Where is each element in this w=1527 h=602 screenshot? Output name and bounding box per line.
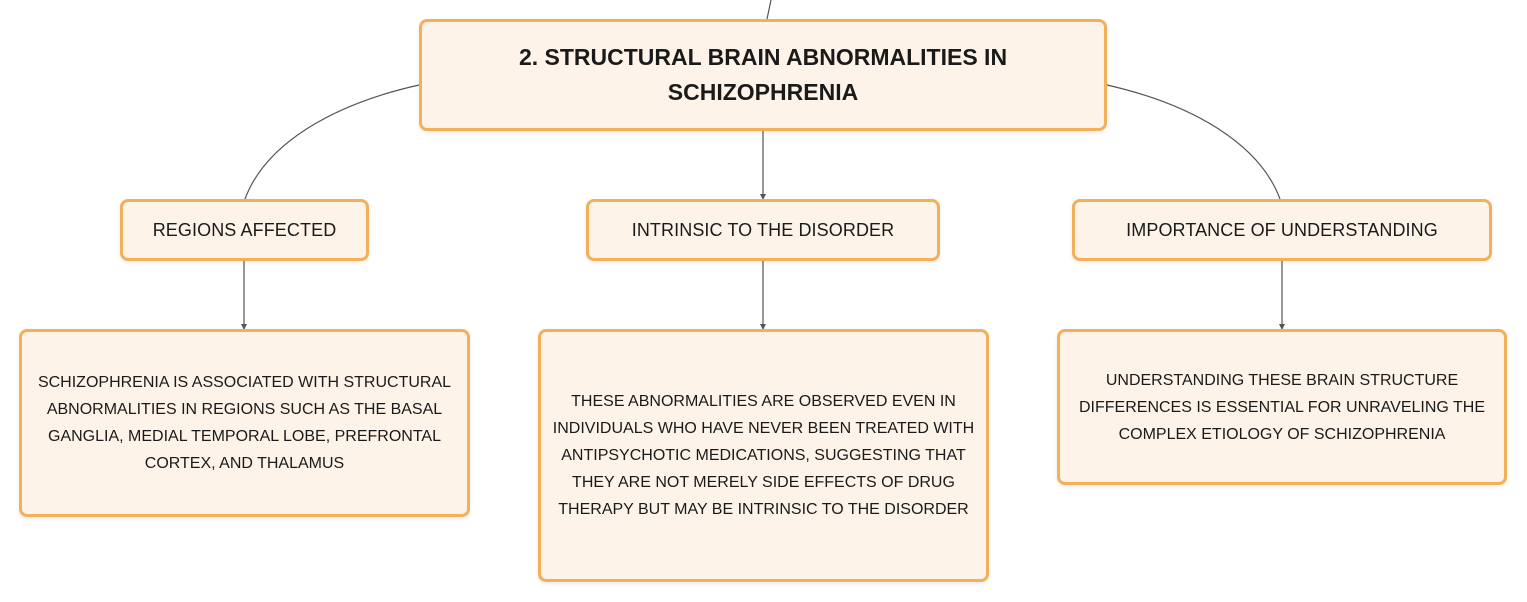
root-node-text: 2. STRUCTURAL BRAIN ABNORMALITIES IN SCHIZOPHRENIA <box>518 44 1008 105</box>
leaf-node-intrinsic-detail[interactable] <box>538 329 989 582</box>
branch-node-label: INTRINSIC TO THE DISORDER <box>631 219 895 240</box>
connector-root-to-regions-affected <box>245 85 419 199</box>
leaf-node-text: UNDERSTANDING THESE BRAIN STRUCTURE DIFFERENCES IS ESSENTIAL FOR UNRAVELING THE COMPLEX ETIOLOGY OF SCHIZOPHRENIA <box>1079 371 1485 443</box>
branch-node-intrinsic[interactable] <box>586 199 940 261</box>
branch-node-label: IMPORTANCE OF UNDERSTANDING <box>1126 219 1438 240</box>
branch-node-regions-affected[interactable] <box>120 199 369 261</box>
branch-node-label: REGIONS AFFECTED <box>152 219 337 240</box>
leaf-node-regions-detail[interactable] <box>19 329 470 517</box>
branch-node-importance[interactable] <box>1072 199 1492 261</box>
connector-root-to-importance <box>1107 85 1280 199</box>
root-node-title[interactable] <box>419 19 1107 131</box>
connector-parent-to-root <box>767 0 771 19</box>
leaf-node-importance-detail[interactable] <box>1057 329 1507 485</box>
leaf-node-text: THESE ABNORMALITIES ARE OBSERVED EVEN IN INDIVIDUALS WHO HAVE NEVER BEEN TREATED WITH ANTIPSYCHOTIC MEDICATIONS, SUGGESTING THAT THEY ARE NOT MERELY SIDE EFFECTS OF DRUG THERAPY BUT MAY BE INTRINSIC TO THE DISORDER <box>552 393 975 518</box>
leaf-node-text: SCHIZOPHRENIA IS ASSOCIATED WITH STRUCTURAL ABNORMALITIES IN REGIONS SUCH AS THE BASAL GANGLIA, MEDIAL TEMPORAL LOBE, PREFRONTAL CORTEX, AND THALAMUS <box>37 374 452 472</box>
